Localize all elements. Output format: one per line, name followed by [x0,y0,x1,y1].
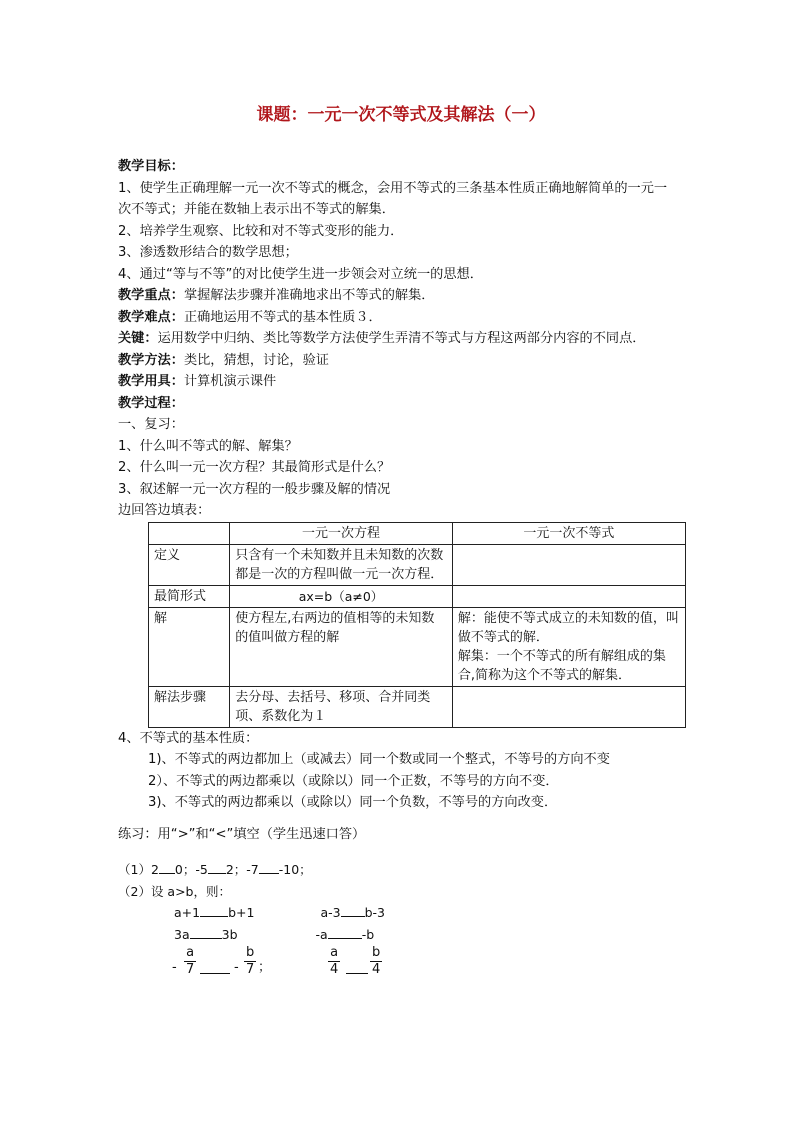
methods-label: 教学方法： [118,352,184,368]
objective-item: 2、培养学生观察、比较和对不等式变形的能力． [118,223,404,239]
property-item: 2）、不等式的两边都乘以（或除以）同一个正数，不等号的方向不变． [148,773,559,789]
key-point-text: 掌握解法步骤并准确地求出不等式的解集． [183,288,435,303]
property-item: 3)、不等式的两边都乘以（或除以）同一个负数，不等号的方向改变． [148,795,558,810]
difficulty-label: 教学难点： [118,309,184,325]
table-cell-inequality [452,686,685,727]
minus-sign: - [172,960,177,975]
answer-blank [346,959,368,974]
properties-heading: 4、不等式的基本性质： [118,730,259,746]
table-row-label: 最简形式 [149,585,230,607]
expr: -b [361,926,375,942]
property-item: 1)、不等式的两边都加上（或减去）同一个数或同一个整式，不等号的方向不变 [148,752,610,767]
methods [118,350,678,372]
exercise-intro: 练习：用“>”和“<”填空（学生迅速口答） [118,826,366,842]
expr: a-3 [320,905,341,920]
expr: 3b [221,926,238,942]
inequality-solution: 解：能使不等式成立的未知数的值，叫做不等式的解． [457,610,679,645]
table-cell-inequality [452,607,685,686]
table-row-label: 解法步骤 [149,686,230,727]
exercise-q1 [118,859,678,881]
difficulty-text: 正确地运用不等式的基本性质３． [183,309,382,325]
expr: a+1 [174,905,201,920]
answer-blank [190,924,222,939]
table-header-cell: 一元一次方程 [230,522,453,544]
answer-blank [328,924,362,939]
table-header-cell [149,522,230,544]
table-cell-equation: 去分母、去括号、移项、合并同类项、系数化为１ [230,686,453,727]
table-cell-equation: ax=b（a≠0） [230,585,453,607]
exercise-q2-row2 [118,924,678,946]
review-item: 2、什么叫一元一次方程？其最简形式是什么？ [118,460,391,475]
document-page [118,102,678,989]
fraction-denominator: 7 [246,962,255,977]
review-item: 3、叙述解一元一次方程的一般步骤及解的情况 [118,481,391,497]
table-header-cell: 一元一次不等式 [452,522,685,544]
expr: b-3 [364,905,385,920]
review-item: 1、什么叫不等式的解、解集？ [118,438,298,454]
objectives-heading: 教学目标： [118,159,184,174]
table-row-label: 定义 [149,544,230,585]
answer-blank [200,902,228,917]
fraction [328,945,340,978]
objective-item: 1、使学生正确理解一元一次不等式的概念，会用不等式的三条基本性质正确地解简单的一元一次不等式；并能在数轴上表示出不等式的解集． [118,180,668,217]
q1-prefix: （1）2 [118,862,159,877]
answer-blank [208,859,226,874]
exercise-q2-row1 [118,902,678,924]
key-label: 关键： [118,331,158,346]
table-row [149,607,686,686]
table-row [149,585,686,607]
q1-part-c: -10； [278,862,312,877]
table-row [149,686,686,727]
tools [118,371,678,393]
exercise-q2-prefix: （2）设 a>b，则： [118,883,231,899]
key-point-label: 教学重点： [118,288,184,303]
key [118,328,678,350]
fraction [244,945,256,978]
fraction [184,945,196,978]
fraction-denominator: 7 [186,962,195,977]
review-heading: 一、复习： [118,417,184,432]
comparison-table [148,522,686,728]
answer-blank [341,902,365,917]
fraction [370,945,382,978]
fraction-numerator: b [246,945,255,960]
fraction-denominator: 4 [372,962,381,977]
tools-text: 计算机演示课件 [183,374,277,389]
answer-blank [159,859,175,874]
fraction-numerator: b [372,945,381,960]
fraction-numerator: a [186,945,195,960]
fraction-numerator: a [330,945,339,960]
minus-sign: - [234,960,239,975]
process-heading: 教学过程： [118,395,184,411]
q1-part-a: 0；-5 [174,862,208,877]
fraction-denominator: 4 [330,962,339,977]
tools-label: 教学用具： [118,374,184,389]
table-cell-equation: 只含有一个未知数并且未知数的次数都是一次的方程叫做一元一次方程． [230,544,453,585]
answer-blank [200,959,230,974]
table-cell-equation: 使方程左,右两边的值相等的未知数的值叫做方程的解 [230,607,453,686]
table-intro: 边回答边填表： [118,503,211,518]
expr: 3a [174,926,190,942]
table-row [149,544,686,585]
key-text: 运用数学中归纳、类比等数学方法使学生弄清不等式与方程这两部分内容的不同点． [157,331,646,346]
semicolon: ； [258,960,272,975]
table-cell-inequality [452,544,685,585]
difficulty [118,307,678,329]
exercise-q2-fraction-row [168,945,678,989]
table-cell-inequality [452,585,685,607]
answer-blank [259,859,279,874]
table-row-label: 解 [149,607,230,686]
objective-item: 3、渗透数形结合的数学思想； [118,245,298,260]
lesson-title: 课题：一元一次不等式及其解法（一） [256,105,546,125]
methods-text: 类比，猜想，讨论，验证 [183,352,329,368]
expr: -a [315,926,328,942]
q1-part-b: 2；-7 [225,862,259,877]
table-header-row [149,522,686,544]
key-point [118,285,678,307]
inequality-solution-set: 解集：一个不等式的所有解组成的集合,简称为这个不等式的解集． [457,648,666,683]
expr: b+1 [228,905,255,920]
objective-item: 4、通过“等与不等”的对比使学生进一步领会对立统一的思想． [118,266,483,282]
